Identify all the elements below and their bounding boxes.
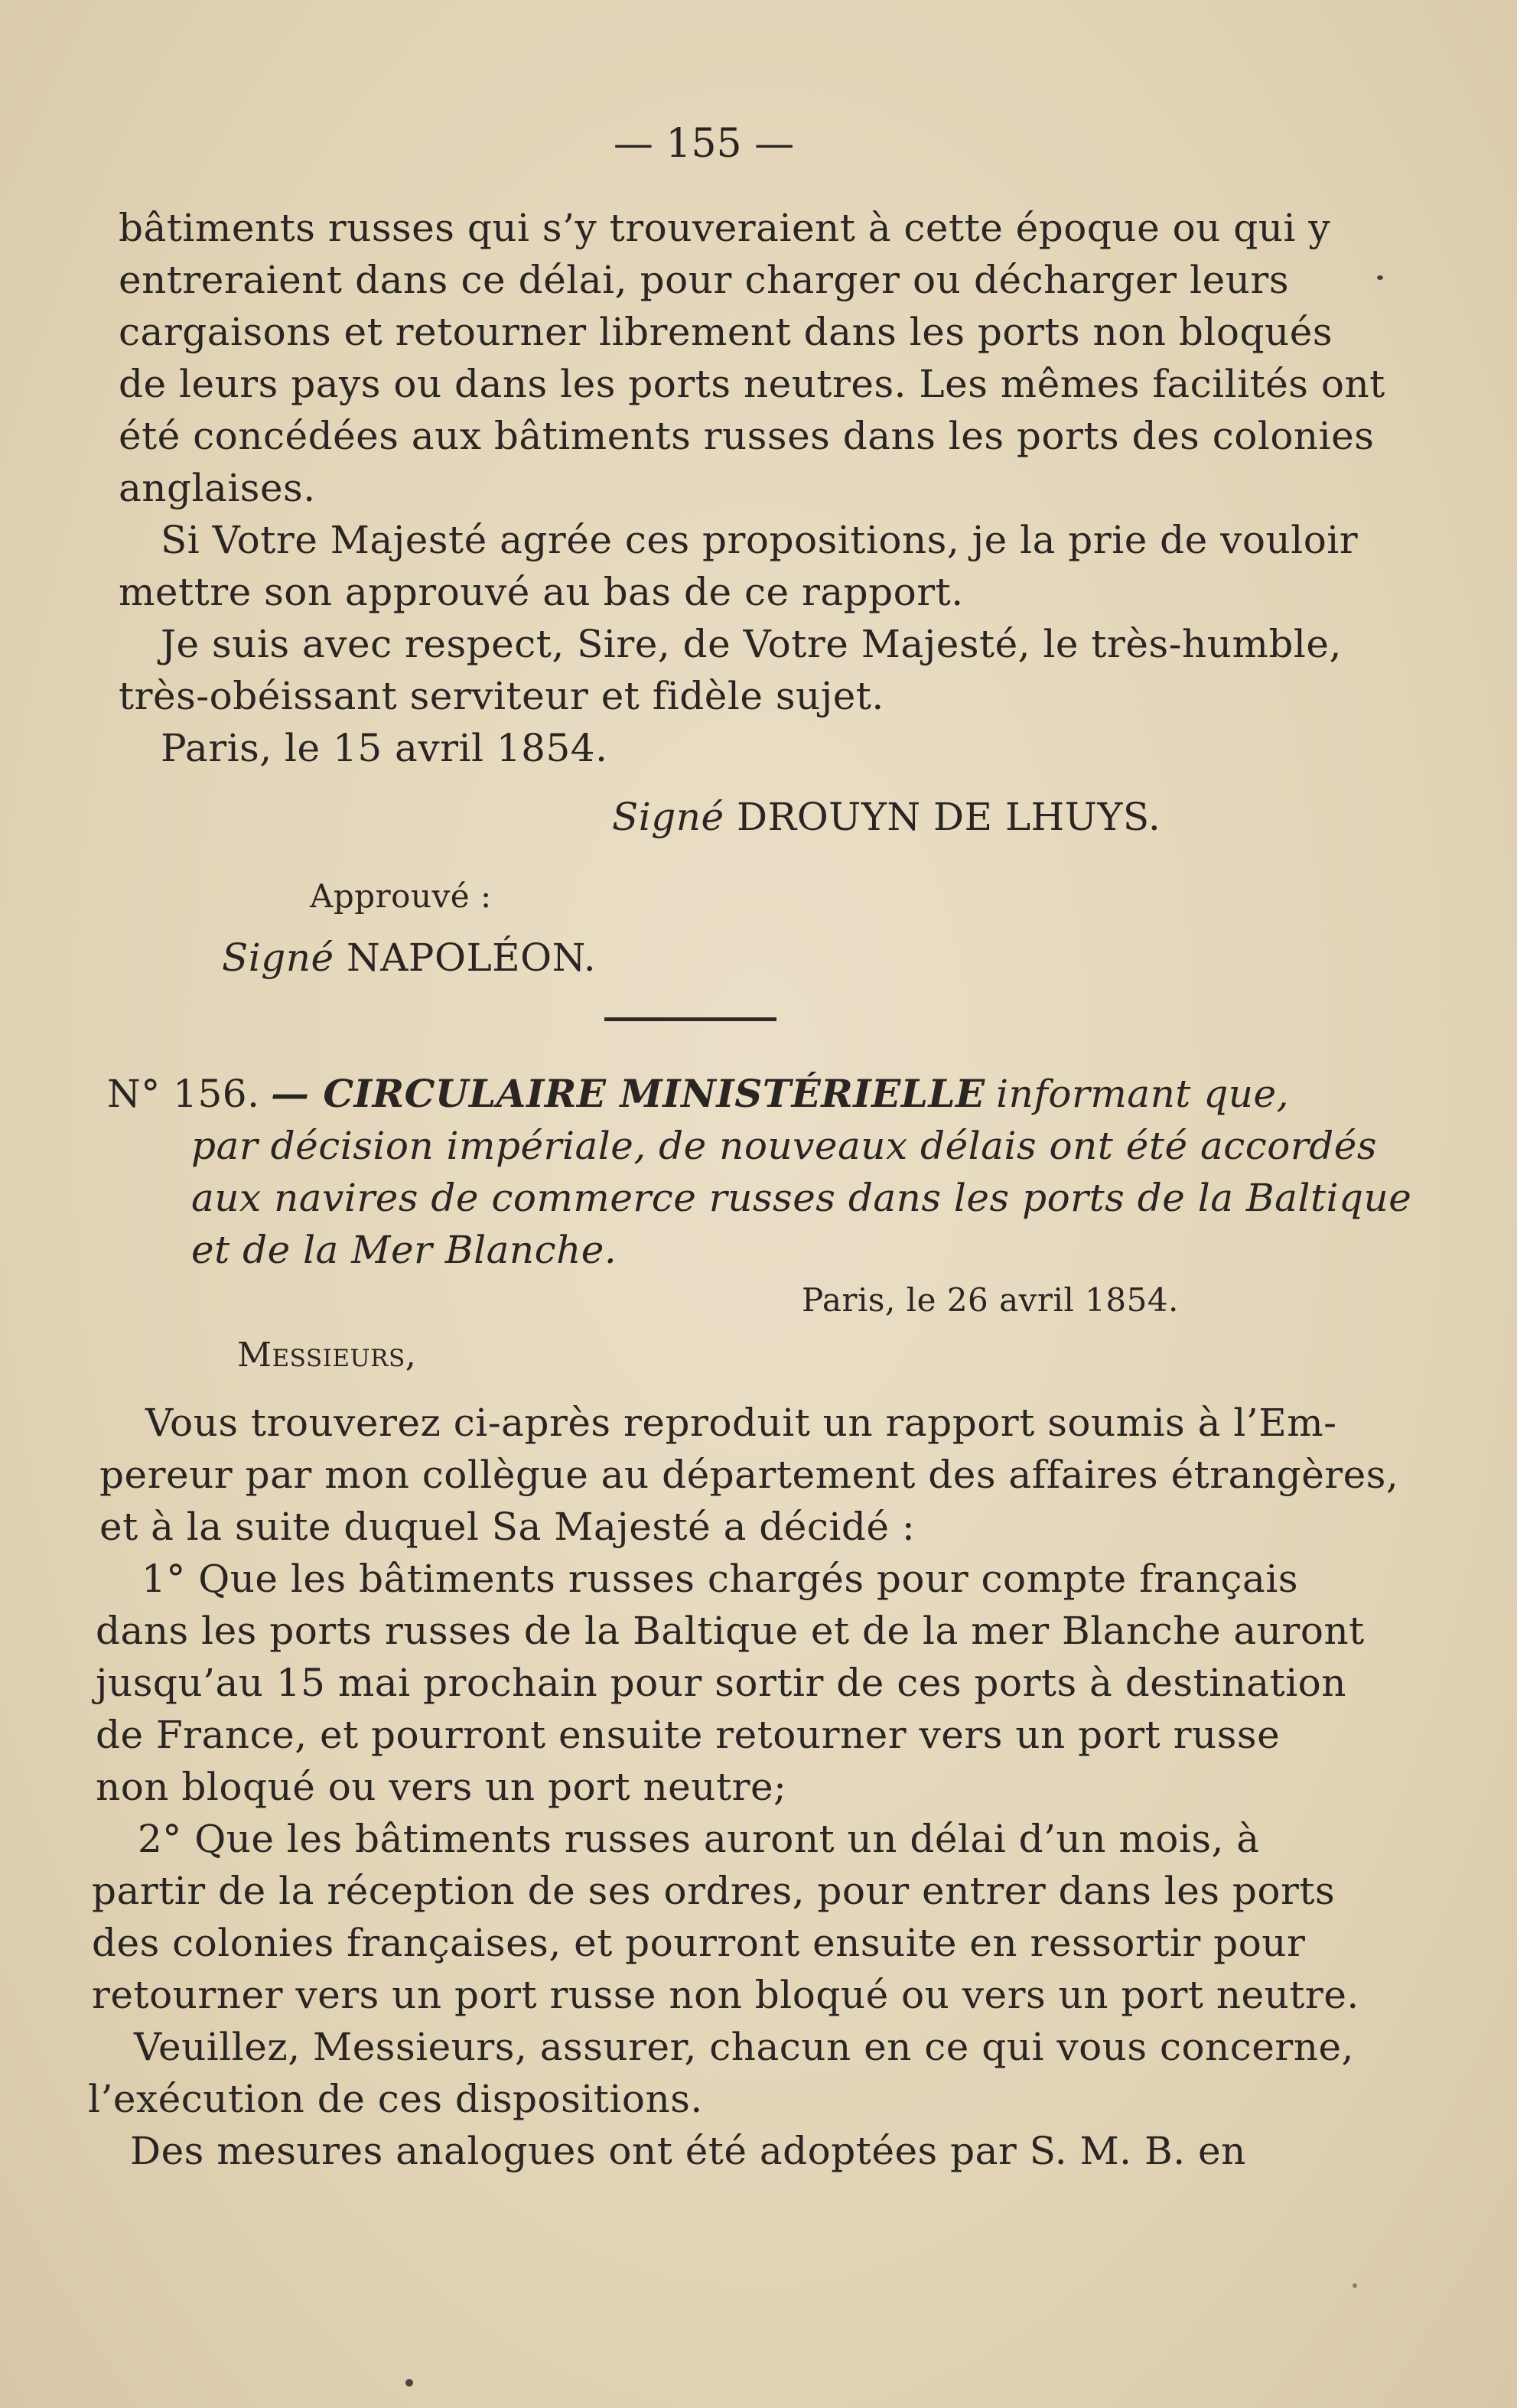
circular-title-line: aux navires de commerce russes dans les ports de la Baltique xyxy=(191,1176,1412,1220)
text-line: très-obéissant serviteur et fidèle sujet. xyxy=(119,674,884,718)
approval-signature xyxy=(222,935,596,981)
circular-title-rest: informant que, xyxy=(996,1072,1289,1116)
text-line: Je suis avec respect, Sire, de Votre Majesté, le très-humble, xyxy=(161,622,1342,666)
circular-number: N° 156. xyxy=(107,1072,260,1116)
text-line: été concédées aux bâtiments russes dans les ports des colonies xyxy=(119,414,1375,458)
signed-label: Signé xyxy=(612,795,724,839)
text-line: de France, et pourront ensuite retourner vers un port russe xyxy=(96,1713,1281,1757)
text-line: 1° Que les bâtiments russes chargés pour compte français xyxy=(142,1557,1298,1601)
text-line: entreraient dans ce délai, pour charger ou décharger leurs xyxy=(119,258,1289,302)
text-line: pereur par mon collègue au département des affaires étrangères, xyxy=(99,1453,1399,1497)
text-line: des colonies françaises, et pourront ensuite en ressortir pour xyxy=(92,1921,1306,1965)
circular-title-line: et de la Mer Blanche. xyxy=(191,1228,617,1272)
approver-name: NAPOLÉON. xyxy=(346,936,597,980)
text-line: dans les ports russes de la Baltique et de la mer Blanche auront xyxy=(96,1609,1365,1653)
text-line: Des mesures analogues ont été adoptées par S. M. B. en xyxy=(130,2129,1246,2173)
page-number: — 155 — xyxy=(613,121,795,167)
circular-title: — CIRCULAIRE MINISTÉRIELLE xyxy=(270,1071,985,1116)
text-line: 2° Que les bâtiments russes auront un délai d’un mois, à xyxy=(138,1817,1260,1861)
scan-speck xyxy=(1353,2283,1357,2288)
text-line: Vous trouverez ci-après reproduit un rapport soumis à l’Em- xyxy=(145,1401,1337,1445)
circular-date: Paris, le 26 avril 1854. xyxy=(802,1281,1179,1319)
text-line: l’exécution de ces dispositions. xyxy=(88,2077,703,2121)
text-line: de leurs pays ou dans les ports neutres. Les mêmes facilités ont xyxy=(119,362,1385,406)
text-line: cargaisons et retourner librement dans les ports non bloqués xyxy=(119,310,1333,354)
approval-label: Approuvé : xyxy=(310,877,492,915)
text-line: jusqu’au 15 mai prochain pour sortir de ces ports à destination xyxy=(96,1661,1346,1705)
text-line: Si Votre Majesté agrée ces propositions, je la prie de vouloir xyxy=(161,518,1359,562)
section-divider xyxy=(604,1017,776,1021)
signatory-name: DROUYN DE LHUYS. xyxy=(736,795,1161,839)
text-line: bâtiments russes qui s’y trouveraient à cette époque ou qui y xyxy=(119,206,1331,250)
text-line: retourner vers un port russe non bloqué ou vers un port neutre. xyxy=(92,1973,1359,2017)
scan-speck xyxy=(1377,275,1383,280)
letter-date: Paris, le 15 avril 1854. xyxy=(161,726,608,770)
text-line: Veuillez, Messieurs, assurer, chacun en ce qui vous concerne, xyxy=(134,2025,1354,2069)
text-line: non bloqué ou vers un port neutre; xyxy=(96,1765,787,1809)
circular-title-line: par décision impériale, de nouveaux délais ont été accordés xyxy=(191,1124,1378,1168)
circular-heading xyxy=(107,1071,1289,1117)
text-line: mettre son approuvé au bas de ce rapport. xyxy=(119,570,964,614)
text-line: partir de la réception de ses ordres, pour entrer dans les ports xyxy=(92,1869,1336,1913)
signed-label: Signé xyxy=(222,936,334,980)
salutation: Messieurs, xyxy=(237,1336,417,1375)
text-line: anglaises. xyxy=(119,466,316,510)
text-line: et à la suite duquel Sa Majesté a décidé : xyxy=(99,1505,916,1549)
scan-speck xyxy=(405,2379,413,2387)
signature-line xyxy=(612,794,1161,840)
